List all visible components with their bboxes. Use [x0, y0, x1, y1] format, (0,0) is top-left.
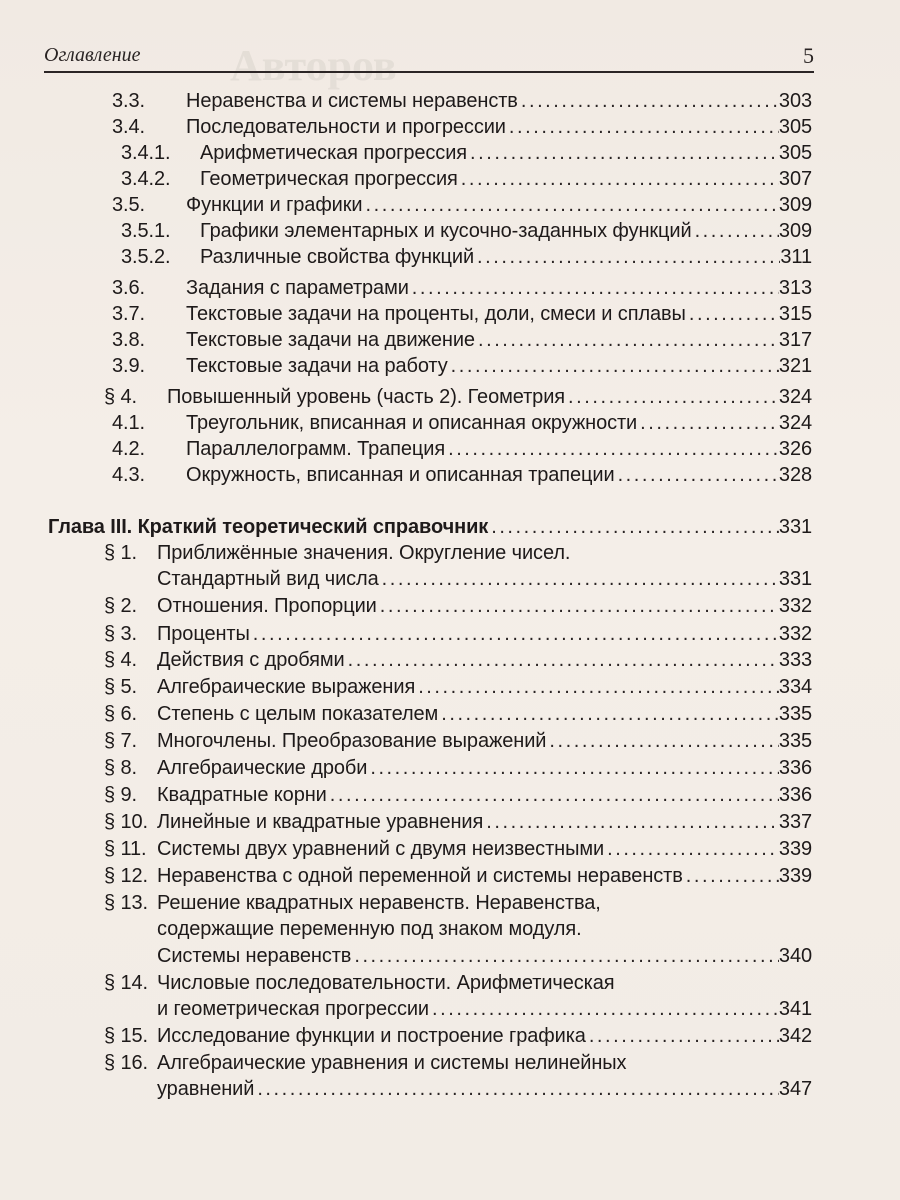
running-header-title: Оглавление	[44, 44, 141, 66]
section-title: и геометрическая прогрессии	[157, 998, 429, 1020]
leader-dots	[467, 140, 779, 166]
section-title: Линейные и квадратные уравнения	[157, 811, 484, 833]
leader-dots	[686, 301, 779, 327]
leader-dots	[692, 218, 779, 244]
toc-entry-title: Треугольник, вписанная и описанная окружности	[186, 412, 638, 434]
toc-entry-title: Неравенства и системы неравенств	[186, 90, 518, 112]
toc-entry-title: Последовательности и прогрессии	[186, 116, 506, 138]
toc-entry-title: Различные свойства функций	[200, 246, 475, 268]
toc-entry-title: Задания с параметрами	[186, 277, 409, 299]
section-number: § 16.	[104, 1052, 148, 1074]
toc-entry[interactable]	[0, 88, 900, 114]
running-header	[44, 44, 814, 68]
toc-section-entry[interactable]	[0, 863, 900, 889]
toc-entry[interactable]	[0, 301, 900, 327]
leader-dots	[586, 1023, 779, 1049]
section-page: 340	[778, 945, 812, 967]
section-title: Отношения. Пропорции	[157, 595, 377, 617]
leader-dots	[345, 647, 779, 673]
section-page: 331	[778, 568, 812, 590]
toc-section-entry[interactable]	[0, 809, 900, 835]
section-number: § 2.	[104, 595, 137, 617]
section-page: 335	[778, 730, 812, 752]
section-number: § 12.	[104, 865, 148, 887]
section-page: 336	[778, 784, 812, 806]
section-page: 337	[778, 811, 812, 833]
toc-entry-number: 3.5.	[112, 194, 145, 216]
toc-entry-number: 3.6.	[112, 277, 145, 299]
leader-dots	[458, 166, 779, 192]
section-page: 336	[778, 757, 812, 779]
section-number: § 6.	[104, 703, 137, 725]
toc-entry-title: Текстовые задачи на движение	[186, 329, 475, 351]
leader-dots	[546, 728, 779, 754]
section-title: Проценты	[157, 623, 250, 645]
toc-entry-number: 4.1.	[112, 412, 145, 434]
leader-dots	[474, 244, 780, 270]
toc-entry-page: 311	[780, 246, 812, 268]
toc-section-entry[interactable]	[0, 540, 900, 566]
toc-entry-page: 324	[778, 412, 812, 434]
page-number: 5	[803, 43, 814, 68]
section-title: Приближённые значения. Округление чисел.	[157, 542, 571, 564]
leader-dots	[254, 1076, 779, 1102]
toc-section-entry[interactable]	[0, 970, 900, 996]
toc-entry[interactable]	[0, 384, 900, 410]
chapter-page: 331	[778, 516, 812, 538]
toc-entry-number: 3.5.1.	[121, 220, 171, 242]
section-title: содержащие переменную под знаком модуля.	[157, 918, 582, 940]
section-page: 332	[778, 623, 812, 645]
section-number: § 5.	[104, 676, 137, 698]
section-number: § 7.	[104, 730, 137, 752]
toc-section-entry[interactable]	[0, 701, 900, 727]
toc-entry-title: Параллелограмм. Трапеция	[186, 438, 446, 460]
section-title: Системы двух уравнений с двумя неизвестными	[157, 838, 605, 860]
toc-entry-title: Геометрическая прогрессия	[200, 168, 458, 190]
toc-section-entry[interactable]	[0, 647, 900, 673]
toc-entry-number: 3.5.2.	[121, 246, 171, 268]
toc-entry-title: Повышенный уровень (часть 2). Геометрия	[167, 386, 565, 408]
toc-entry-title: Текстовые задачи на проценты, доли, смеси и сплавы	[186, 303, 686, 325]
toc-entry[interactable]	[0, 275, 900, 301]
leader-dots	[250, 621, 779, 647]
section-title: Системы неравенств	[157, 945, 352, 967]
toc-entry-page: 305	[778, 142, 812, 164]
toc-entry-title: Текстовые задачи на работу	[186, 355, 448, 377]
toc-section-entry[interactable]	[0, 674, 900, 700]
section-title: Алгебраические выражения	[157, 676, 416, 698]
toc-entry-page: 303	[778, 90, 812, 112]
toc-entry-number: 3.4.2.	[121, 168, 171, 190]
toc-entry[interactable]	[0, 327, 900, 353]
toc-entry-title: Окружность, вписанная и описанная трапеции	[186, 464, 615, 486]
section-page: 339	[778, 865, 812, 887]
toc-entry-page: 326	[778, 438, 812, 460]
toc-entry-title: Арифметическая прогрессия	[200, 142, 467, 164]
toc-entry-page: 313	[778, 277, 812, 299]
leader-dots	[565, 384, 779, 410]
toc-entry-number: 4.3.	[112, 464, 145, 486]
toc-section-continuation[interactable]	[0, 566, 900, 592]
toc-section-entry[interactable]	[0, 593, 900, 619]
section-page: 339	[778, 838, 812, 860]
toc-entry-number: § 4.	[104, 386, 137, 408]
section-title: Числовые последовательности. Арифметическая	[157, 972, 615, 994]
toc-entry[interactable]	[0, 218, 900, 244]
toc-section-continuation[interactable]	[0, 916, 900, 942]
toc-entry-page: 305	[778, 116, 812, 138]
section-page: 342	[778, 1025, 812, 1047]
toc-entry-number: 3.4.	[112, 116, 145, 138]
leader-dots	[506, 114, 779, 140]
section-title: Квадратные корни	[157, 784, 327, 806]
toc-section-entry[interactable]	[0, 728, 900, 754]
section-title: Стандартный вид числа	[157, 568, 379, 590]
toc-section-continuation[interactable]	[0, 1076, 900, 1102]
toc-entry-number: 3.4.1.	[121, 142, 171, 164]
toc-entry-title: Функции и графики	[186, 194, 363, 216]
toc-entry-page: 324	[778, 386, 812, 408]
leader-dots	[475, 327, 779, 353]
toc-section-entry[interactable]	[0, 890, 900, 916]
toc-entry[interactable]	[0, 462, 900, 488]
section-number: § 1.	[104, 542, 137, 564]
leader-dots	[604, 836, 779, 862]
section-title: Алгебраические дроби	[157, 757, 368, 779]
leader-dots	[379, 566, 779, 592]
leader-dots	[483, 809, 779, 835]
toc-entry-page: 307	[778, 168, 812, 190]
toc-section-continuation[interactable]	[0, 943, 900, 969]
section-page: 334	[778, 676, 812, 698]
section-page: 332	[778, 595, 812, 617]
toc-section-entry[interactable]	[0, 621, 900, 647]
leader-dots	[351, 943, 779, 969]
leader-dots	[377, 593, 779, 619]
section-page: 335	[778, 703, 812, 725]
section-number: § 3.	[104, 623, 137, 645]
section-number: § 4.	[104, 649, 137, 671]
leader-dots	[362, 192, 778, 218]
toc-entry-number: 4.2.	[112, 438, 145, 460]
toc-entry-page: 309	[778, 220, 812, 242]
leader-dots	[429, 996, 779, 1022]
toc-section-continuation[interactable]	[0, 996, 900, 1022]
toc-entry[interactable]	[0, 114, 900, 140]
show-through-text: Авторов	[230, 41, 397, 90]
section-title: Действия с дробями	[157, 649, 345, 671]
leader-dots	[409, 275, 779, 301]
leader-dots	[683, 863, 779, 889]
section-number: § 9.	[104, 784, 137, 806]
section-page: 347	[778, 1078, 812, 1100]
toc-entry[interactable]	[0, 436, 900, 462]
toc-section-entry[interactable]	[0, 782, 900, 808]
section-title: Решение квадратных неравенств. Неравенства,	[157, 892, 601, 914]
leader-dots	[415, 674, 779, 700]
toc-entry-page: 315	[778, 303, 812, 325]
section-title: Степень с целым показателем	[157, 703, 439, 725]
section-page: 333	[778, 649, 812, 671]
chapter-title: Глава III. Краткий теоретический справочник	[48, 516, 489, 538]
header-rule	[44, 71, 814, 73]
leader-dots	[518, 88, 779, 114]
leader-dots	[615, 462, 779, 488]
section-title: уравнений	[157, 1078, 255, 1100]
leader-dots	[438, 701, 779, 727]
toc-entry-number: 3.3.	[112, 90, 145, 112]
toc-entry[interactable]	[0, 166, 900, 192]
section-number: § 8.	[104, 757, 137, 779]
section-number: § 15.	[104, 1025, 148, 1047]
toc-entry-page: 317	[778, 329, 812, 351]
leader-dots	[448, 353, 779, 379]
section-number: § 11.	[104, 838, 147, 860]
toc-entry-page: 309	[778, 194, 812, 216]
toc-entry-number: 3.7.	[112, 303, 145, 325]
toc-entry-page: 321	[778, 355, 812, 377]
leader-dots	[637, 410, 779, 436]
toc-entry[interactable]	[0, 140, 900, 166]
section-title: Исследование функции и построение графика	[157, 1025, 586, 1047]
section-title: Многочлены. Преобразование выражений	[157, 730, 547, 752]
leader-dots	[445, 436, 779, 462]
leader-dots	[367, 755, 779, 781]
toc-entry[interactable]	[0, 410, 900, 436]
toc-chapter-entry[interactable]	[0, 514, 900, 540]
section-number: § 10.	[104, 811, 148, 833]
toc-entry-page: 328	[778, 464, 812, 486]
toc-entry[interactable]	[0, 244, 900, 270]
leader-dots	[488, 514, 779, 540]
toc-entry[interactable]	[0, 353, 900, 379]
toc-section-entry[interactable]	[0, 836, 900, 862]
section-page: 341	[778, 998, 812, 1020]
toc-section-entry[interactable]	[0, 1023, 900, 1049]
section-number: § 13.	[104, 892, 148, 914]
leader-dots	[327, 782, 779, 808]
section-number: § 14.	[104, 972, 148, 994]
toc-entry-number: 3.9.	[112, 355, 145, 377]
toc-section-entry[interactable]	[0, 1050, 900, 1076]
toc-entry-number: 3.8.	[112, 329, 145, 351]
toc-section-entry[interactable]	[0, 755, 900, 781]
section-title: Неравенства с одной переменной и системы неравенств	[157, 865, 683, 887]
toc-entry[interactable]	[0, 192, 900, 218]
section-title: Алгебраические уравнения и системы нелинейных	[157, 1052, 627, 1074]
toc-entry-title: Графики элементарных и кусочно-заданных функций	[200, 220, 692, 242]
